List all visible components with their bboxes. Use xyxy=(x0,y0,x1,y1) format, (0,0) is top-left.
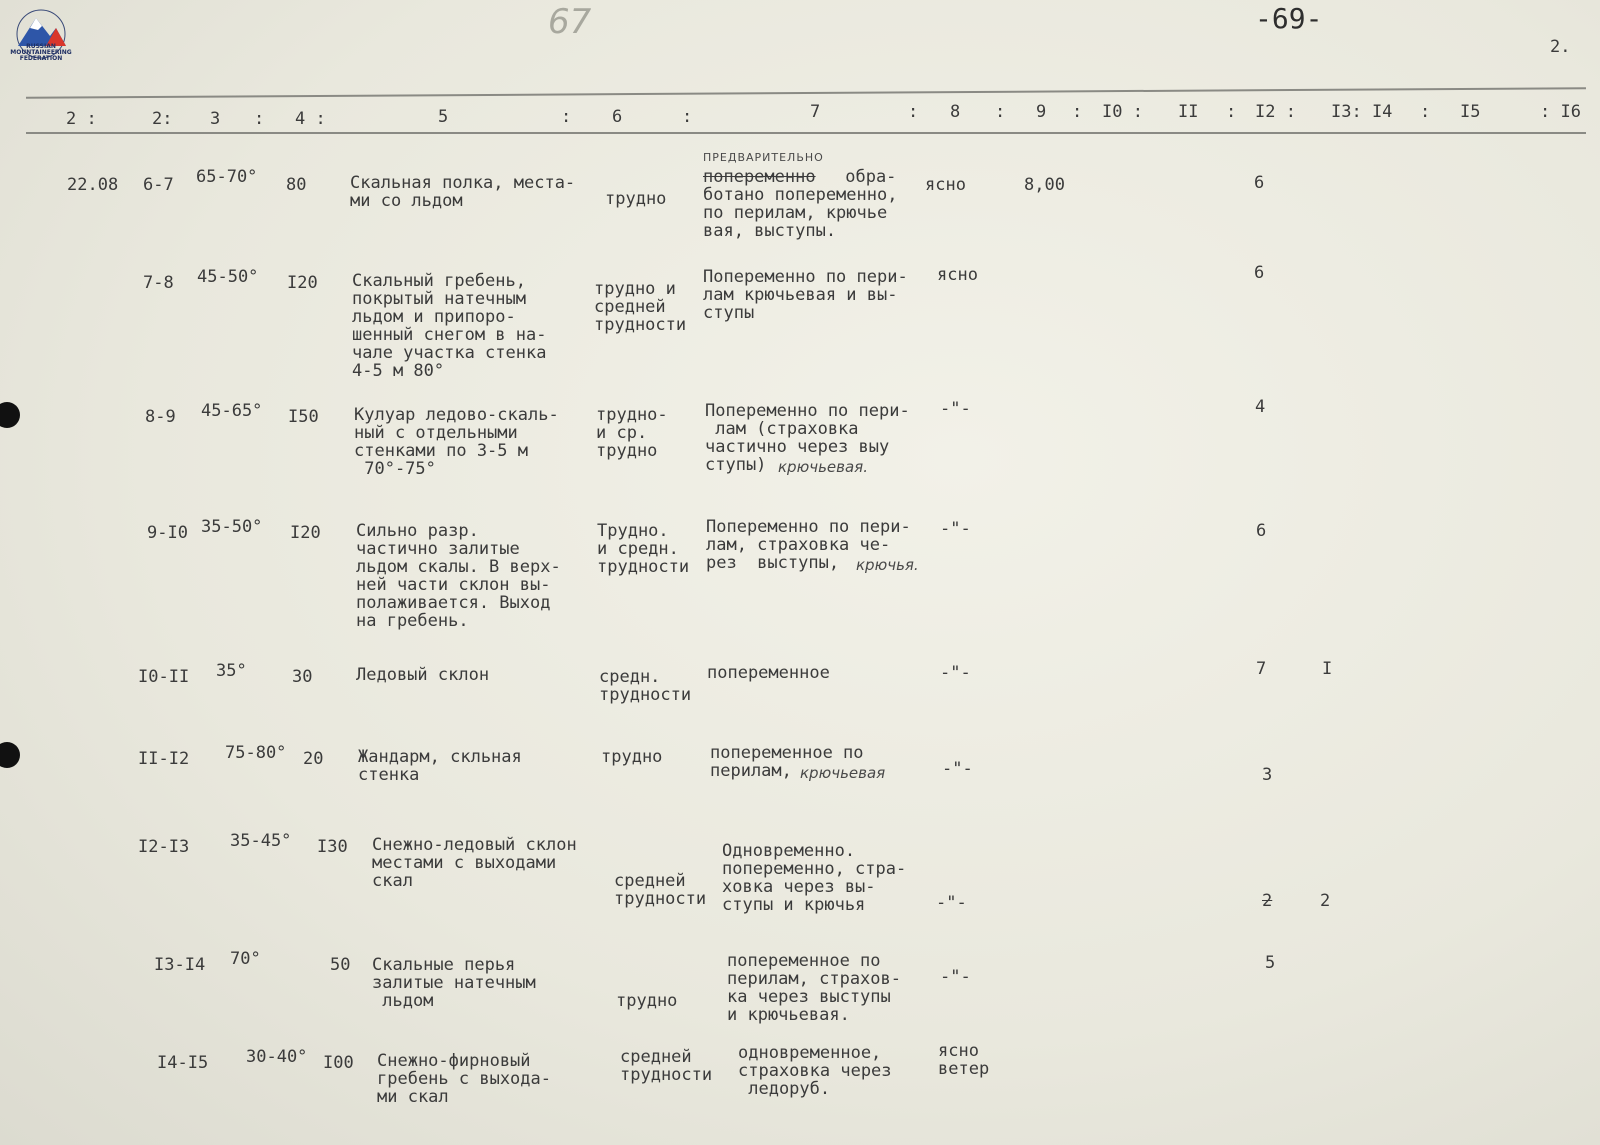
cell-length: 20 xyxy=(303,749,324,769)
col-header: I3: I4 xyxy=(1331,102,1393,122)
cell-difficulty: Трудно. и средн. трудности xyxy=(597,521,690,577)
col-header: II xyxy=(1178,102,1199,122)
cell-difficulty: трудно- и ср. трудно xyxy=(596,405,668,461)
cell-length: 30 xyxy=(292,667,313,687)
cell-method: Одновременно. попеременно, стра- ховка через вы- ступы и крючья xyxy=(722,841,907,915)
cell-relief: Скальные перья залитые натечным льдом xyxy=(372,955,536,1011)
cell-section: 7-8 xyxy=(143,273,174,293)
cell-angle: 65-70° xyxy=(196,167,258,187)
cell-weather: -"- xyxy=(940,967,971,987)
cell-difficulty: средней трудности xyxy=(614,871,707,909)
cell-difficulty: трудно и средней трудности xyxy=(594,279,687,335)
col-header: 2 : xyxy=(66,109,97,129)
cell-section: 8-9 xyxy=(145,407,176,427)
cell-weather: -"- xyxy=(936,893,967,913)
col-header: 4 : xyxy=(295,109,326,129)
page-number: -69- xyxy=(1255,2,1323,35)
col-header: I2 : xyxy=(1255,102,1296,122)
cell-method: обра- ботано попеременно, по перилам, крючье вая, выступы. xyxy=(703,167,898,241)
cell-section: 6-7 xyxy=(143,175,174,195)
pencil-page-number: 67 xyxy=(548,2,592,42)
cell-weather: ясно xyxy=(937,265,978,285)
handwritten-insert: крючьевая xyxy=(800,764,886,782)
cell-difficulty: средней трудности xyxy=(620,1047,713,1085)
cell-weather: ясно ветер xyxy=(938,1041,990,1079)
cell-length: 80 xyxy=(286,175,307,195)
cell-weather: -"- xyxy=(940,519,971,539)
cell-angle: 35-50° xyxy=(201,517,263,537)
cell-pitons: 2 xyxy=(1262,891,1273,911)
col-header: 2: xyxy=(152,109,173,129)
cell-pitons: 7 xyxy=(1256,659,1267,679)
col-header: : xyxy=(1072,102,1083,122)
cell-length: I00 xyxy=(323,1053,354,1073)
cell-method: Попеременно по пери- лам, страховка че- рез выступы, xyxy=(706,517,911,573)
cell-relief: Скальный гребень, покрытый натечным льдом и припоро- шенный снегом в на- чале участка стенка 4-5 м 80° xyxy=(352,271,547,381)
cell-angle: 30-40° xyxy=(246,1047,308,1067)
cell-method: Попеременно по пери- лам (страховка частично через выу ступы) xyxy=(705,401,910,475)
sheet-number: 2. xyxy=(1550,37,1571,57)
handwritten-insert: ПРЕДВАРИТЕЛЬНО xyxy=(703,151,824,164)
cell-section: 9-I0 xyxy=(147,523,188,543)
cell-weather: -"- xyxy=(942,759,973,779)
cell-angle: 70° xyxy=(230,949,261,969)
cell-method: одновременное, страховка через ледоруб. xyxy=(738,1043,892,1099)
cell-pitons: 6 xyxy=(1254,263,1265,283)
cell-relief: Снежно-фирновый гребень с выхода- ми скал xyxy=(377,1051,551,1107)
cell-length: I50 xyxy=(288,407,319,427)
cell-section: I0-II xyxy=(138,667,190,687)
logo-caption: RUSSIAN MOUNTAINEERING FEDERATION xyxy=(10,43,72,62)
cell-relief: Сильно разр. частично залитые льдом скалы. В верх- ней части склон вы- полаживается. Выход на гребень. xyxy=(356,521,561,631)
cell-method: Попеременно по пери- лам крючьевая и вы- ступы xyxy=(703,267,908,323)
cell-difficulty: трудно xyxy=(601,747,663,767)
col-header: 5 xyxy=(438,107,449,127)
punch-hole xyxy=(0,402,20,428)
cell-length: I20 xyxy=(287,273,318,293)
cell-pitons: 5 xyxy=(1265,953,1276,973)
cell-pitons: 4 xyxy=(1255,397,1266,417)
cell-angle: 45-50° xyxy=(197,267,259,287)
cell-time: 8,00 xyxy=(1024,175,1065,195)
cell-method: попеременное xyxy=(707,663,830,683)
cell-relief: Кулуар ледово-скаль- ный с отдельными стенками по 3-5 м 70°-75° xyxy=(354,405,559,479)
col-header: : xyxy=(1226,102,1237,122)
cell-section: I2-I3 xyxy=(138,837,190,857)
cell-angle: 35° xyxy=(216,661,247,681)
cell-pitons: 6 xyxy=(1254,173,1265,193)
cell-weather: ясно xyxy=(925,175,966,195)
cell-ice: I xyxy=(1322,659,1333,679)
cell-difficulty: трудно xyxy=(616,991,678,1011)
col-header: : xyxy=(908,102,919,122)
cell-ice: 2 xyxy=(1320,891,1331,911)
cell-angle: 45-65° xyxy=(201,401,263,421)
punch-hole xyxy=(0,742,20,768)
col-header: 6 xyxy=(612,107,623,127)
cell-section: II-I2 xyxy=(138,749,190,769)
handwritten-insert: крючьевая. xyxy=(778,458,868,476)
cell-date: 22.08 xyxy=(67,175,119,195)
cell-section: I3-I4 xyxy=(154,955,206,975)
col-header: : xyxy=(561,107,572,127)
col-header: 3 xyxy=(210,109,221,129)
header-bottom-rule xyxy=(26,132,1586,134)
cell-section: I4-I5 xyxy=(157,1053,209,1073)
col-header: : xyxy=(1420,102,1431,122)
col-header: : xyxy=(254,109,265,129)
cell-weather: -"- xyxy=(940,399,971,419)
col-header: I0 : xyxy=(1102,102,1143,122)
cell-angle: 75-80° xyxy=(225,743,287,763)
cell-relief: Жандарм, скльная стенка xyxy=(358,747,522,785)
cell-relief: Снежно-ледовый склон местами с выходами скал xyxy=(372,835,577,891)
col-header: : xyxy=(682,107,693,127)
cell-relief: Ледовый склон xyxy=(356,665,490,685)
col-header: 8 xyxy=(950,102,961,122)
cell-method: попеременное по перилам, xyxy=(710,743,864,781)
col-header: 7 xyxy=(810,102,821,122)
cell-method-struck: попеременно xyxy=(703,167,816,187)
cell-pitons: 3 xyxy=(1262,765,1273,785)
col-header: 9 xyxy=(1036,102,1047,122)
handwritten-insert: крючья. xyxy=(856,556,919,574)
cell-angle: 35-45° xyxy=(230,831,292,851)
cell-length: 50 xyxy=(330,955,351,975)
cell-method: попеременное по перилам, страхов- ка через выступы и крючьевая. xyxy=(727,951,901,1025)
cell-length: I30 xyxy=(317,837,348,857)
cell-difficulty: средн. трудности xyxy=(599,667,692,705)
col-header: : I6 xyxy=(1540,102,1581,122)
cell-pitons: 6 xyxy=(1256,521,1267,541)
cell-weather: -"- xyxy=(940,663,971,683)
cell-length: I20 xyxy=(290,523,321,543)
cell-relief: Скальная полка, места- ми со льдом xyxy=(350,173,576,211)
cell-difficulty: трудно xyxy=(605,189,667,209)
header-top-rule xyxy=(26,87,1586,99)
col-header: I5 xyxy=(1460,102,1481,122)
col-header: : xyxy=(995,102,1006,122)
